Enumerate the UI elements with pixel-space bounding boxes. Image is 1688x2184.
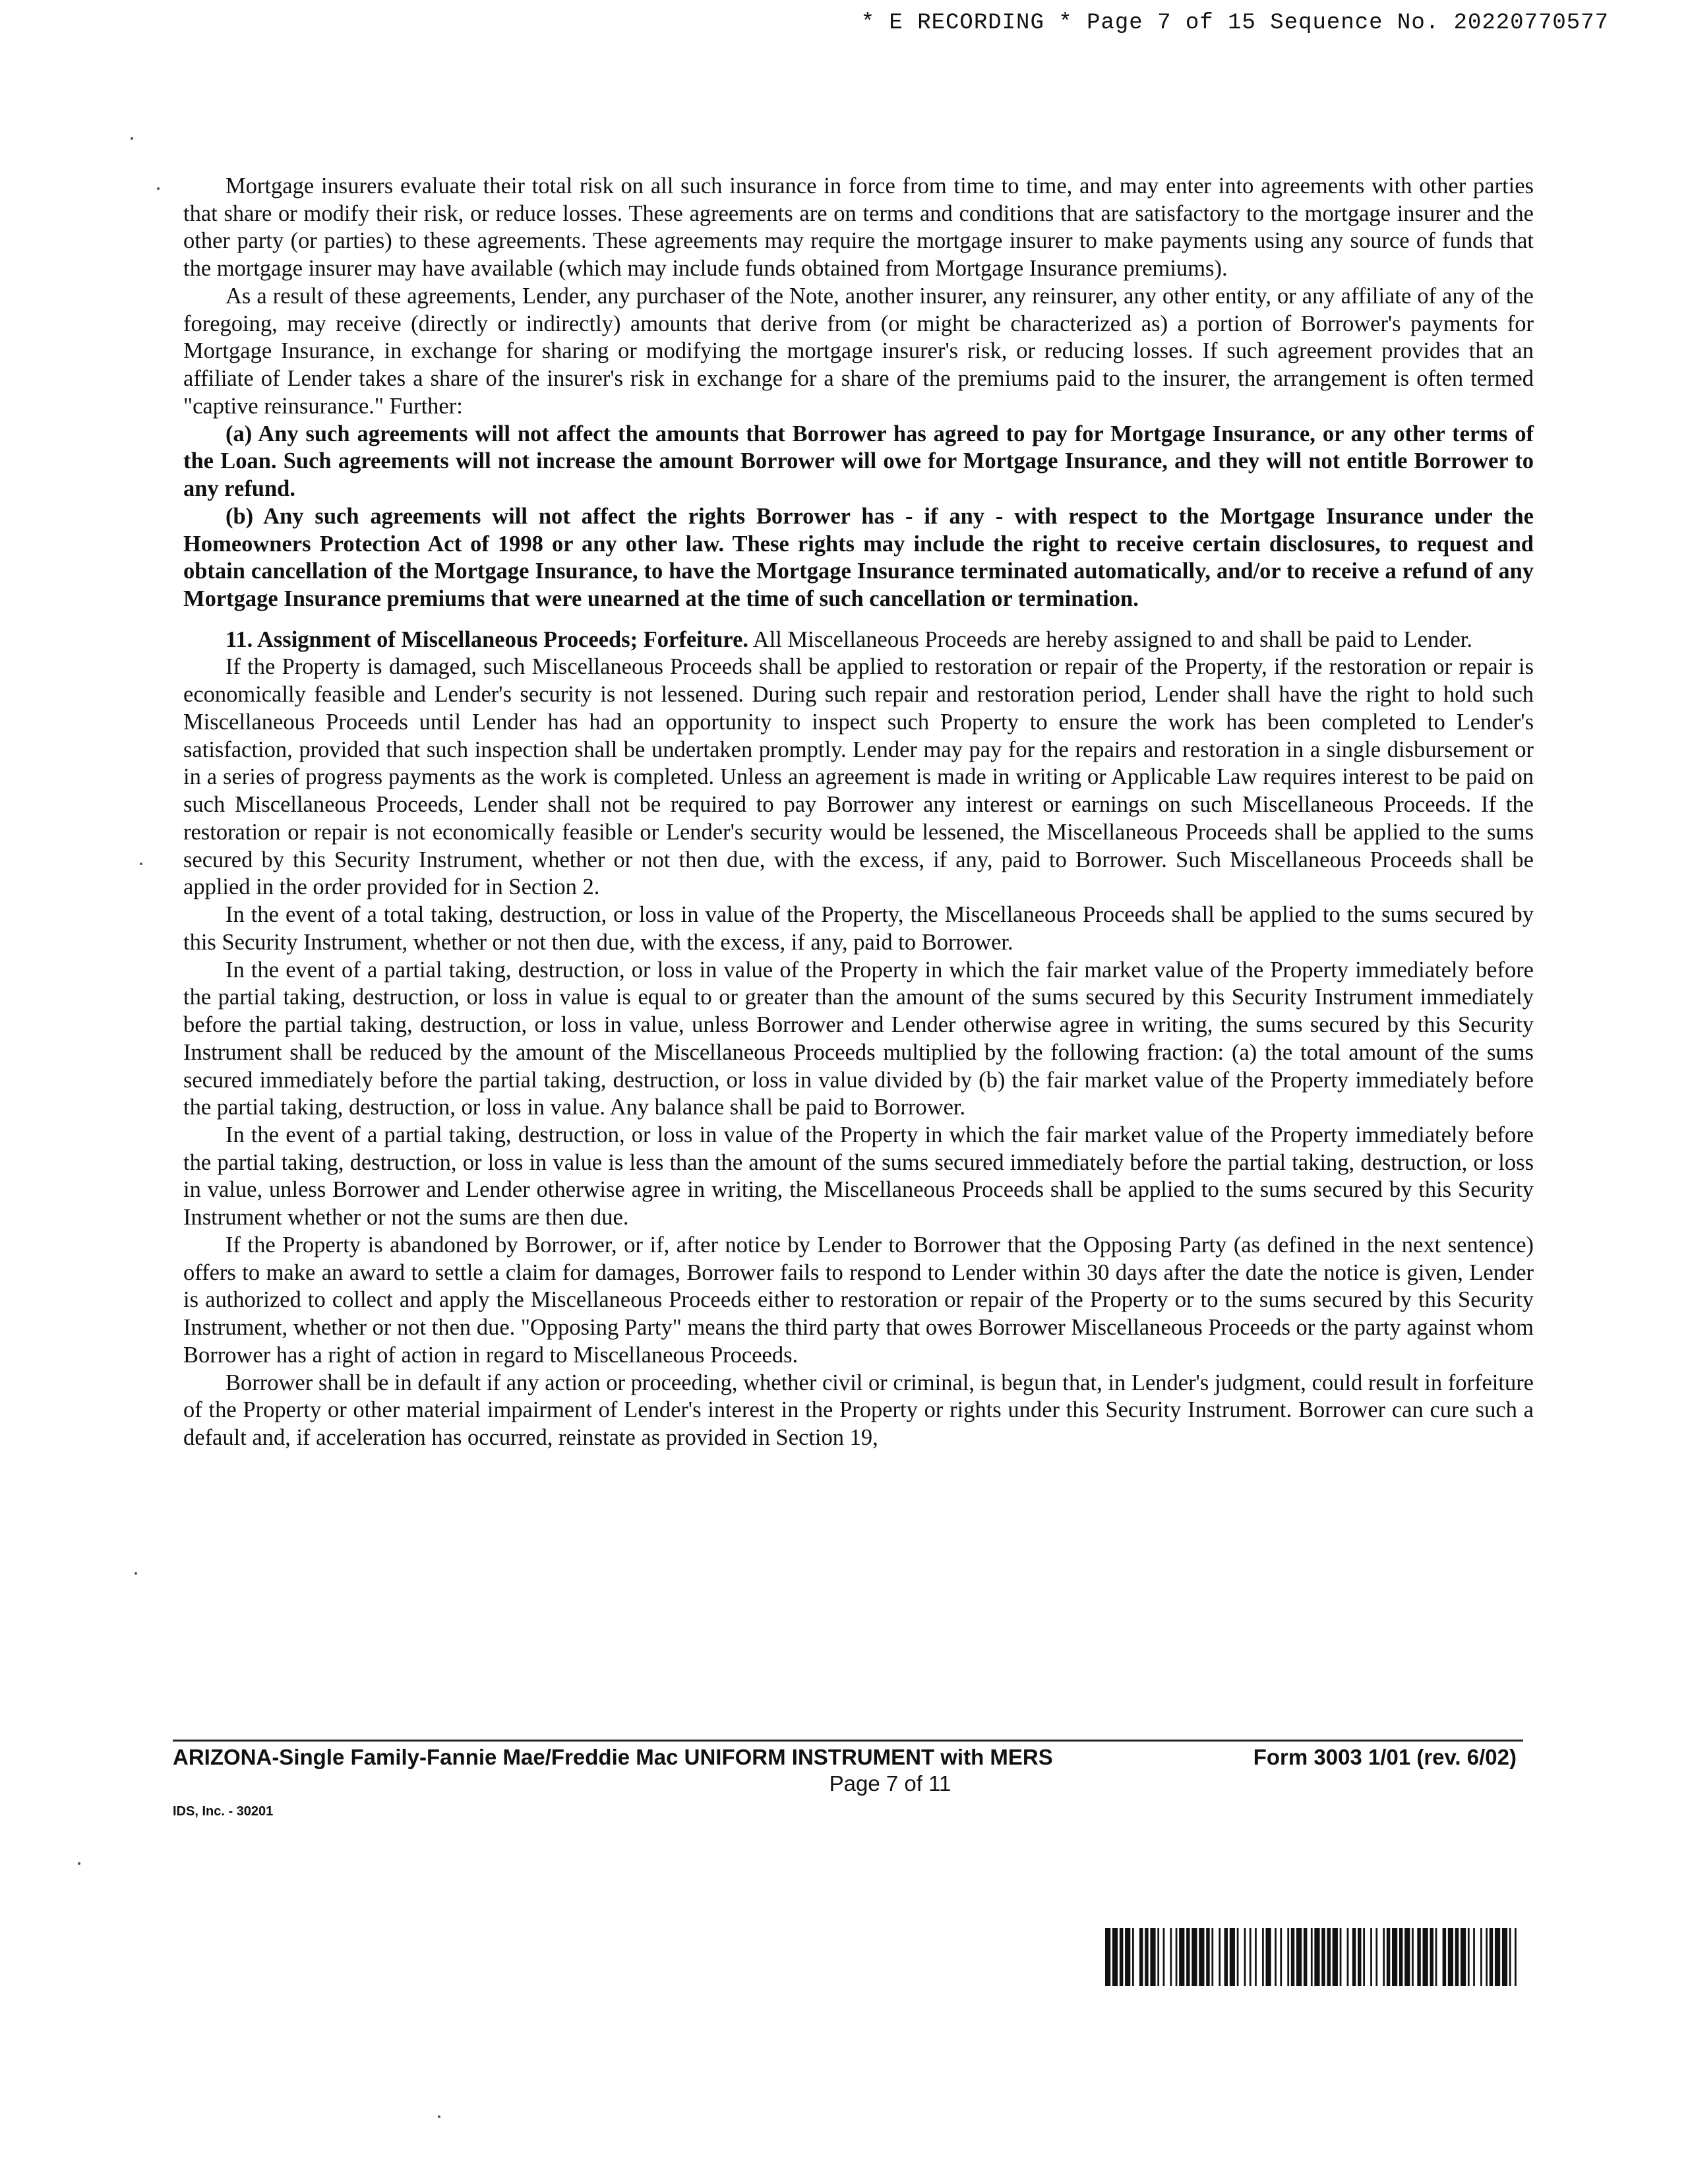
scan-speck: [131, 137, 133, 140]
barcode-bar: [1392, 1928, 1397, 1986]
barcode-bar: [1333, 1928, 1338, 1986]
barcode-bar: [1191, 1928, 1197, 1986]
barcode-bar: [1490, 1928, 1493, 1986]
scan-speck: [438, 2115, 440, 2118]
barcode-bar: [1468, 1928, 1470, 1986]
barcode-bar: [1250, 1928, 1251, 1986]
barcode-bar: [1340, 1928, 1342, 1986]
barcode: [1105, 1928, 1522, 1986]
barcode-bar: [1461, 1928, 1466, 1986]
barcode-bar: [1311, 1928, 1313, 1986]
barcode-bar: [1120, 1928, 1123, 1986]
barcode-bar: [1417, 1928, 1420, 1986]
paragraph-mortgage-insurers: Mortgage insurers evaluate their total risk on all such insurance in force from time to time, and may enter into agreements with other parties that share or modify their risk, or reduce losses. These agreements are on terms and conditions that are satisfactory to the mortgage insurer and the other party (or parties) to these agreements. These agreements may require the mortgage insurer to make payments using any source of funds that the mortgage insurer may have available (which may include funds obtained from Mortgage Insurance premiums).: [183, 173, 1534, 282]
barcode-bar: [1219, 1928, 1221, 1986]
scan-speck: [135, 1572, 137, 1575]
barcode-bar: [1176, 1928, 1178, 1986]
paragraph-partial-taking-greater: In the event of a partial taking, destruction, or loss in value of the Property in which the fair market value of the Property immediately before the partial taking, destruction, or loss in value is equal to or greater than the amount of the sums secured by this Security Instrument immediately before the partial taking, destruction, or loss in value, unless Borrower and Lender otherwise agree in writing, the sums secured by this Security Instrument shall be reduced by the amount of the Miscellaneous Proceeds multiplied by the following fraction: (a) the total amount of the sums secured immediately before the partial taking, destruction, or loss in value divided by (b) the fair market value of the Property immediately before the partial taking, destruction, or loss in value. Any balance shall be paid to Borrower.: [183, 957, 1534, 1120]
barcode-bar: [1132, 1928, 1134, 1986]
barcode-bar: [1157, 1928, 1159, 1986]
barcode-bar: [1139, 1928, 1143, 1986]
barcode-bar: [1502, 1928, 1507, 1986]
paragraph-clause-a: (a) Any such agreements will not affect the amounts that Borrower has agreed to pay for Mortgage Insurance, or any other terms of the Loan. Such agreements will not increase the amount Borrower will owe for Mortgage Insurance, and they will not entitle Borrower to any refund.: [183, 421, 1534, 502]
footer-form-line: [173, 1745, 1523, 1770]
barcode-bar: [1275, 1928, 1277, 1986]
paragraph-borrower-default: Borrower shall be in default if any action or proceeding, whether civil or criminal, is begun that, in Lender's judgment, could result in forfeiture of the Property or other material impairment of Lender's interest in the Property or rights under this Security Instrument. Borrower can cure such a default and, if acceleration has occurred, reinstate as provided in Section 19,: [183, 1370, 1534, 1451]
barcode-bar: [1375, 1928, 1377, 1986]
scan-speck: [78, 1862, 80, 1865]
barcode-bar: [1370, 1928, 1372, 1986]
footer-form-title: ARIZONA-Single Family-Fannie Mae/Freddie Mac UNIFORM INSTRUMENT with MERS: [173, 1745, 1053, 1769]
section-11-heading-paragraph: [183, 626, 1534, 654]
barcode-bar: [1105, 1928, 1110, 1986]
barcode-bar: [1179, 1928, 1184, 1986]
barcode-bar: [1206, 1928, 1209, 1986]
section-11-heading: 11. Assignment of Miscellaneous Proceeds; Forfeiture.: [226, 626, 749, 652]
barcode-bar: [1321, 1928, 1325, 1986]
barcode-bar: [1352, 1928, 1356, 1986]
paragraph-clause-b: (b) Any such agreements will not affect the rights Borrower has - if any - with respect to the Mortgage Insurance under the Homeowners Protection Act of 1998 or any other law. These rights may include the right to receive certain disclosures, to request and obtain cancellation of the Mortgage Insurance, to have the Mortgage Insurance terminated automatically, and/or to receive a refund of any Mortgage Insurance premiums that were unearned at the time of such cancellation or termination.: [183, 503, 1534, 612]
barcode-bar: [1473, 1928, 1475, 1986]
footer-page-number: Page 7 of 11: [829, 1771, 951, 1796]
barcode-bar: [1150, 1928, 1155, 1986]
barcode-bar: [1363, 1928, 1365, 1986]
footer-form-number: Form 3003 1/01 (rev. 6/02): [1253, 1745, 1517, 1769]
barcode-bar: [1443, 1928, 1446, 1986]
scan-speck: [140, 863, 142, 865]
paragraph-total-taking: In the event of a total taking, destruction, or loss in value of the Property, the Miscellaneous Proceeds shall be applied to the sums secured by this Security Instrument, whether or not then due, with the excess, if any, paid to Borrower.: [183, 902, 1534, 955]
barcode-bar: [1296, 1928, 1302, 1986]
barcode-bar: [1404, 1928, 1410, 1986]
section-11-text: All Miscellaneous Proceeds are hereby assigned to and shall be paid to Lender.: [748, 626, 1472, 652]
barcode-bar: [1423, 1928, 1428, 1986]
barcode-bar: [1314, 1928, 1319, 1986]
barcode-bar: [1383, 1928, 1385, 1986]
barcode-bar: [1237, 1928, 1239, 1986]
barcode-bar: [1515, 1928, 1517, 1986]
barcode-bar: [1112, 1928, 1118, 1986]
paragraph-abandoned-property: If the Property is abandoned by Borrower, or if, after notice by Lender to Borrower that the Opposing Party (as defined in the next sentence) offers to make an award to settle a claim for damages, Borrower fails to respond to Lender within 30 days after the date the notice is given, Lender is authorized to collect and apply the Miscellaneous Proceeds either to restoration or repair of the Property or to the sums secured by this Security Instrument, whether or not then due. "Opposing Party" means the third party that owes Borrower Miscellaneous Proceeds or the party against whom Borrower has a right of action in regard to Miscellaneous Proceeds.: [183, 1232, 1534, 1368]
barcode-bar: [1224, 1928, 1228, 1986]
barcode-bar: [1435, 1928, 1437, 1986]
barcode-bar: [1486, 1928, 1488, 1986]
barcode-bar: [1412, 1928, 1414, 1986]
barcode-bar: [1304, 1928, 1307, 1986]
barcode-bar: [1199, 1928, 1204, 1986]
barcode-bar: [1186, 1928, 1190, 1986]
barcode-bar: [1163, 1928, 1165, 1986]
barcode-bar: [1387, 1928, 1390, 1986]
barcode-bar: [1455, 1928, 1459, 1986]
barcode-bar: [1509, 1928, 1511, 1986]
barcode-bar: [1266, 1928, 1271, 1986]
barcode-bar: [1347, 1928, 1349, 1986]
barcode-bar: [1399, 1928, 1402, 1986]
barcode-bar: [1358, 1928, 1361, 1986]
barcode-bar: [1480, 1928, 1482, 1986]
barcode-bar: [1125, 1928, 1130, 1986]
paragraph-partial-taking-less: In the event of a partial taking, destruction, or loss in value of the Property in which the fair market value of the Property immediately before the partial taking, destruction, or loss in value is less than the amount of the sums secured immediately before the partial taking, destruction, or loss in value, unless Borrower and Lender otherwise agree in writing, the Miscellaneous Proceeds shall be applied to the sums secured by this Security Instrument whether or not the sums are then due.: [183, 1122, 1534, 1230]
barcode-bar: [1291, 1928, 1294, 1986]
scan-speck: [157, 187, 160, 190]
recording-header: * E RECORDING * Page 7 of 15 Sequence No. 20220770577: [860, 11, 1609, 36]
barcode-bar: [1430, 1928, 1433, 1986]
barcode-bar: [1145, 1928, 1148, 1986]
barcode-bar: [1280, 1928, 1282, 1986]
footer-rule: [173, 1740, 1523, 1742]
barcode-bar: [1244, 1928, 1246, 1986]
barcode-bar: [1287, 1928, 1289, 1986]
barcode-bar: [1211, 1928, 1213, 1986]
barcode-bar: [1230, 1928, 1235, 1986]
barcode-bar: [1262, 1928, 1264, 1986]
paragraph-agreements-result: As a result of these agreements, Lender, any purchaser of the Note, another insurer, any reinsurer, any other entity, or any affiliate of any of the foregoing, may receive (directly or indirectly) amounts that derive from (or might be characterized as) a portion of Borrower's payments for Mortgage Insurance, in exchange for sharing or modifying the mortgage insurer's risk, or reducing losses. If such agreement provides that an affiliate of Lender takes a share of the insurer's risk in exchange for a share of the premiums paid to the insurer, the arrangement is often termed "captive reinsurance." Further:: [183, 283, 1534, 419]
barcode-bar: [1255, 1928, 1257, 1986]
paragraph-property-damaged: If the Property is damaged, such Miscellaneous Proceeds shall be applied to restoration or repair of the Property, if the restoration or repair is economically feasible and Lender's security is not lessened. During such repair and restoration period, Lender shall have the right to hold such Miscellaneous Proceeds until Lender has had an opportunity to inspect such Property to ensure the work has been completed to Lender's satisfaction, provided that such inspection shall be undertaken promptly. Lender may pay for the repairs and restoration in a single disbursement or in a series of progress payments as the work is completed. Unless an agreement is made in writing or Applicable Law requires interest to be paid on such Miscellaneous Proceeds, Lender shall not be required to pay Borrower any interest or earnings on such Miscellaneous Proceeds. If the restoration or repair is not economically feasible or Lender's security would be lessened, the Miscellaneous Proceeds shall be applied to the sums secured by this Security Instrument, whether or not then due, with the excess, if any, paid to Borrower. Such Miscellaneous Proceeds shall be applied in the order provided for in Section 2.: [183, 654, 1534, 900]
footer-vendor-code: IDS, Inc. - 30201: [173, 1804, 274, 1819]
barcode-bar: [1448, 1928, 1453, 1986]
document-body: [183, 173, 1534, 1452]
barcode-bar: [1327, 1928, 1331, 1986]
barcode-bar: [1495, 1928, 1500, 1986]
barcode-bar: [1170, 1928, 1172, 1986]
